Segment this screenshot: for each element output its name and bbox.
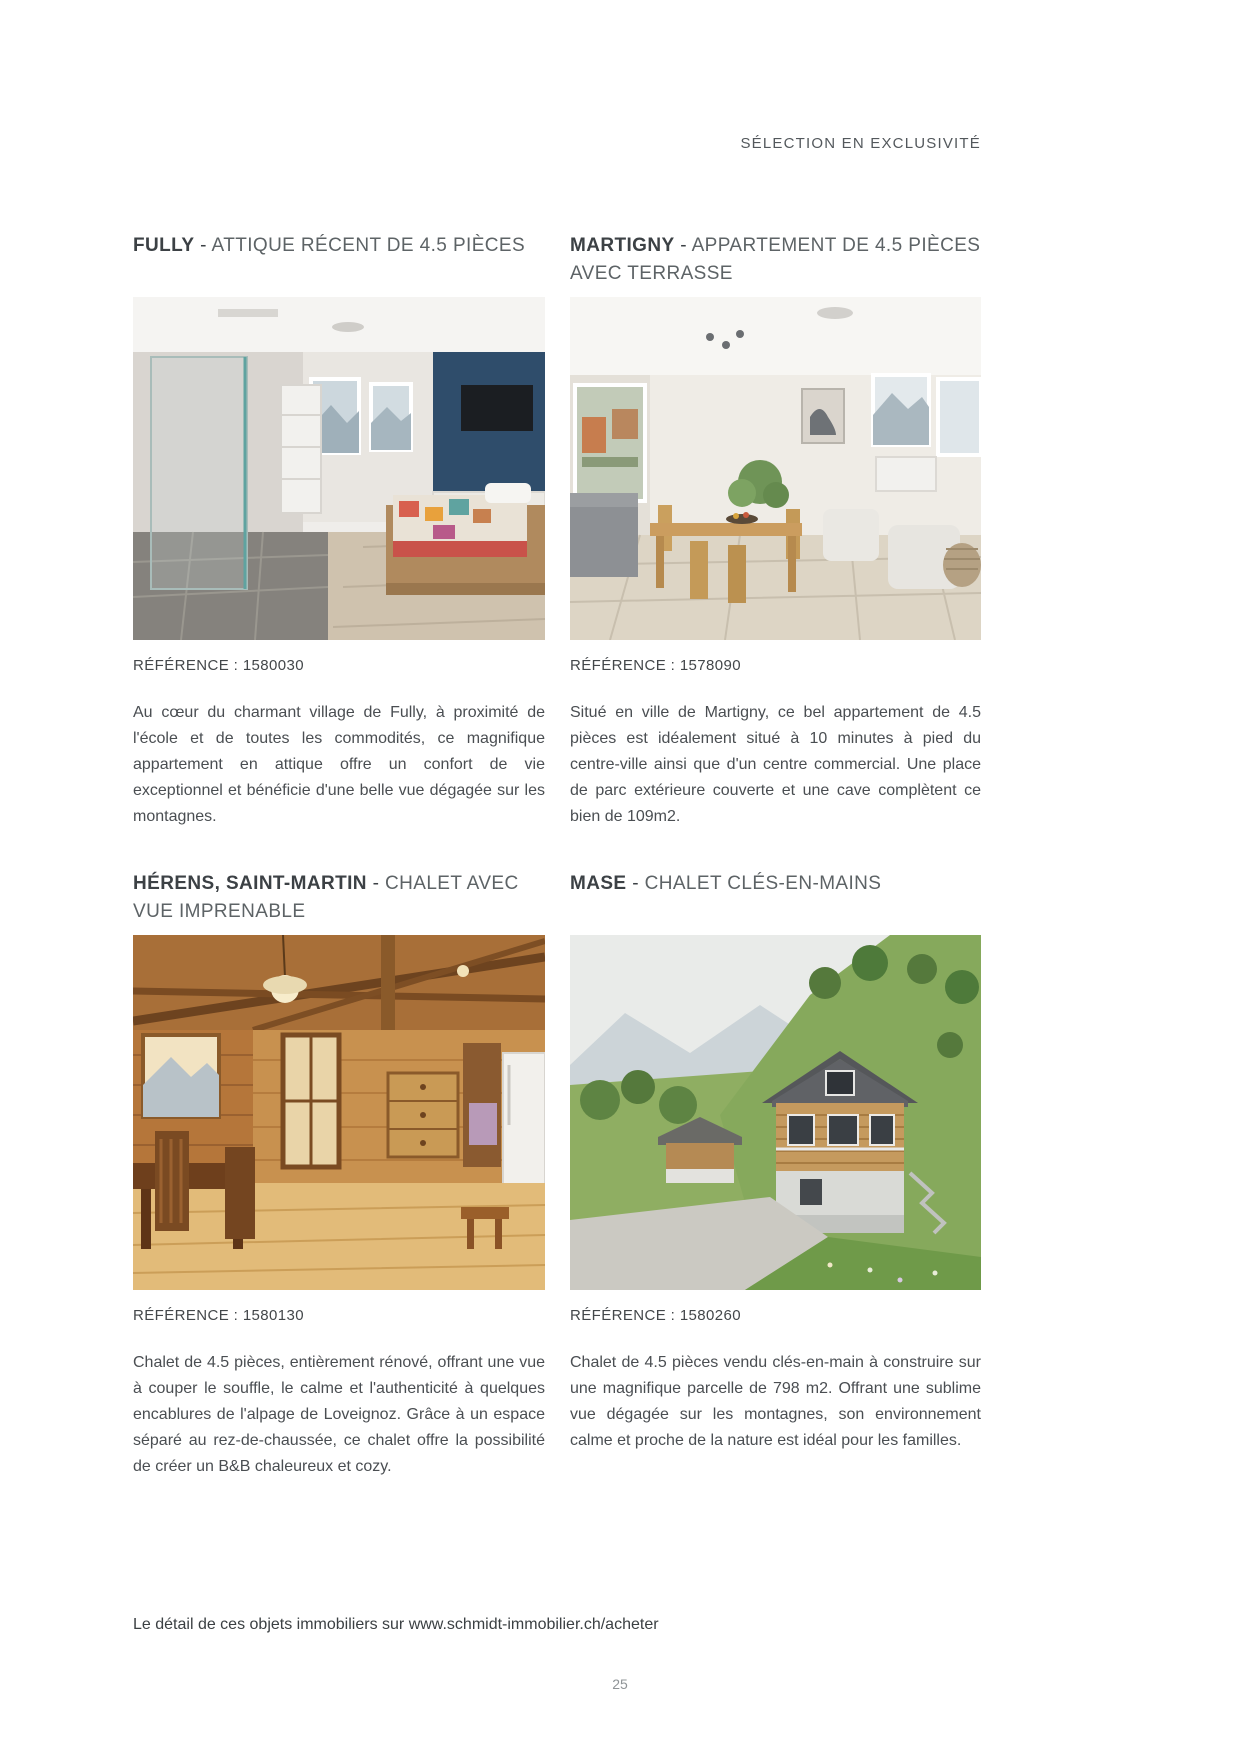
listing-location: MASE <box>570 873 627 894</box>
photo-herens-interior <box>133 935 545 1290</box>
listing-photo-mase <box>570 935 981 1290</box>
footer-text <box>133 1616 659 1634</box>
listing-title-text: CHALET CLÉS-EN-MAINS <box>644 873 882 894</box>
listing-card-mase <box>570 870 981 1480</box>
listings-grid <box>133 232 981 1480</box>
listing-description: Chalet de 4.5 pièces vendu clés-en-main à construire sur une magnifique parcelle de 798 m2. Offrant une sublime vue dégagée sur les montagnes, son environnement calme et proche de la nature est idéal pour les familles. <box>570 1354 981 1449</box>
listing-card-martigny <box>570 232 981 830</box>
listing-title-text: APPARTEMENT DE 4.5 PIÈCES AVEC TERRASSE <box>570 235 981 284</box>
listing-location: FULLY <box>133 235 195 256</box>
listing-description: Chalet de 4.5 pièces, entièrement rénové, offrant une vue à couper le souffle, le calme et l'authenticité à quelques encablures de l'alpage de Loveignoz. Grâce à un espace séparé au rez-de-chaussée, ce chalet offre la possibilité de créer un B&B chaleureux et cozy. <box>133 1354 545 1475</box>
listing-photo-fully <box>133 297 545 640</box>
photo-fully-interior <box>133 297 545 640</box>
listing-title <box>570 870 981 935</box>
page-number: 25 <box>612 1676 628 1692</box>
listing-location: MARTIGNY <box>570 235 675 256</box>
listing-title <box>133 232 545 297</box>
page-header: SÉLECTION EN EXCLUSIVITÉ <box>740 135 981 152</box>
listing-reference: RÉFÉRENCE : 1580030 <box>133 657 305 674</box>
footer-prefix: Le détail de ces objets immobiliers sur <box>133 1616 409 1633</box>
listing-photo-herens <box>133 935 545 1290</box>
listing-card-herens <box>133 870 545 1480</box>
listing-reference: RÉFÉRENCE : 1580260 <box>570 1307 742 1324</box>
listing-title <box>133 870 545 935</box>
listing-title-text: CHALET AVEC VUE IMPRENABLE <box>133 873 519 922</box>
listing-title-separator: - <box>372 873 380 894</box>
listing-description: Au cœur du charmant village de Fully, à proximité de l'école et de toutes les commodités, ce magnifique appartement en attique offre un confort de vie exceptionnel et bénéficie d'une belle vue dégagée sur les montagnes. <box>133 704 545 825</box>
listing-reference: RÉFÉRENCE : 1578090 <box>570 657 742 674</box>
photo-mase-exterior <box>570 935 981 1290</box>
listing-photo-martigny <box>570 297 981 640</box>
listing-location: HÉRENS, SAINT-MARTIN <box>133 873 367 894</box>
listing-title <box>570 232 981 297</box>
listing-title-separator: - <box>200 235 207 256</box>
listing-card-fully <box>133 232 545 830</box>
photo-martigny-interior <box>570 297 981 640</box>
footer-url[interactable]: www.schmidt-immobilier.ch/acheter <box>408 1616 659 1633</box>
listing-title-separator: - <box>680 235 687 256</box>
listing-title-separator: - <box>632 873 639 894</box>
listing-title-text: ATTIQUE RÉCENT DE 4.5 PIÈCES <box>211 235 526 256</box>
listing-reference: RÉFÉRENCE : 1580130 <box>133 1307 305 1324</box>
listing-description: Situé en ville de Martigny, ce bel appartement de 4.5 pièces est idéalement situé à 10 minutes à pied du centre-ville ainsi que d'un centre commercial. Une place de parc extérieure couverte et une cave complètent ce bien de 109m2. <box>570 704 981 825</box>
